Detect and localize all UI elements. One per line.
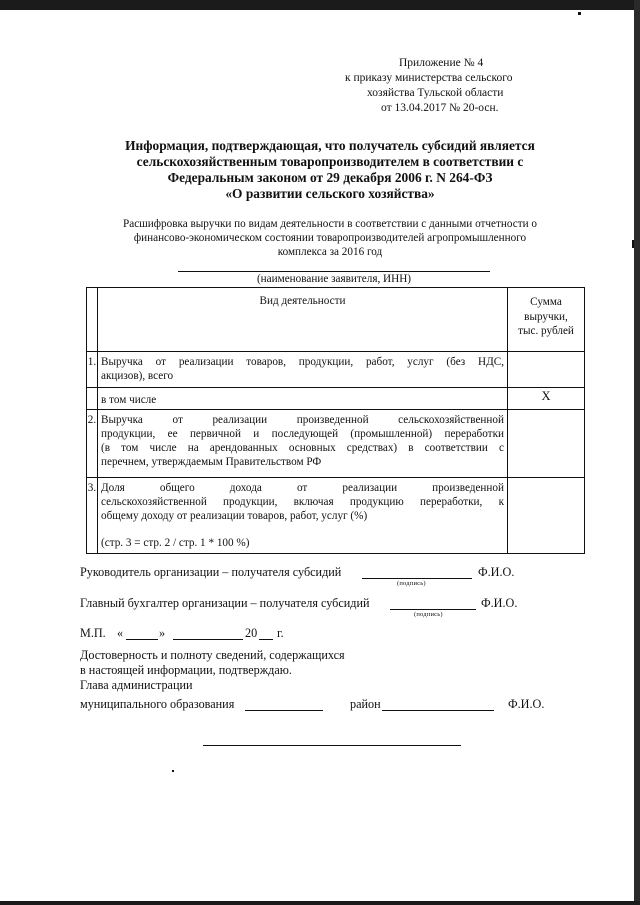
row-number: 1.: [87, 352, 98, 388]
title-line: Федеральным законом от 29 декабря 2006 г. N 264-ФЗ: [167, 170, 493, 185]
document-title: [80, 138, 580, 202]
date-day-field[interactable]: [126, 639, 158, 640]
municipal-name-field[interactable]: [245, 710, 323, 711]
header-activity: Вид деятельности: [98, 288, 508, 352]
row-activity: [98, 478, 508, 554]
applicant-caption: (наименование заявителя, ИНН): [256, 273, 412, 285]
row-text-line: перечнем, утверждаемым Правительством РФ: [101, 456, 322, 468]
row-text-line: Выручка от реализации произведенной сельскохозяйственной: [101, 414, 504, 426]
row-sum-cell[interactable]: [508, 410, 585, 478]
table-row: [87, 410, 585, 478]
accountant-fio-label: Ф.И.О.: [481, 596, 518, 610]
row-text-line: продукции, ее первичной и последующей (промышленной) переработки: [101, 428, 504, 440]
stamp-label: М.П.: [80, 626, 106, 640]
scan-speck: [632, 240, 634, 248]
scan-edge-bottom: [0, 901, 640, 905]
row-sum-cell[interactable]: [508, 478, 585, 554]
header-sum-line: тыс. рублей: [518, 325, 574, 337]
admin-head-label: Глава администрации: [80, 678, 193, 692]
header-sum: [508, 288, 585, 352]
date-year-prefix: 20: [245, 626, 258, 640]
applicant-name-field[interactable]: [178, 271, 490, 272]
row-activity: [98, 410, 508, 478]
subtitle-line: комплекса за 2016 год: [277, 246, 383, 258]
head-fio-label: Ф.И.О.: [478, 565, 515, 579]
title-line: сельскохозяйственным товаропроизводителем в соответствии с: [136, 154, 524, 169]
header-num-cell: [87, 288, 98, 352]
scan-edge-top: [0, 0, 640, 10]
date-quote-close: »: [159, 626, 166, 640]
admin-fio-label: Ф.И.О.: [508, 697, 545, 711]
date-year-field[interactable]: [259, 639, 273, 640]
table-row: [87, 352, 585, 388]
title-line: Информация, подтверждающая, что получатель субсидий является: [125, 138, 535, 153]
appendix-number: Приложение № 4: [399, 57, 484, 69]
row-text-line: акцизов), всего: [101, 370, 174, 382]
row-number: [87, 388, 98, 410]
accountant-signature-field[interactable]: [390, 609, 476, 610]
date-year-suffix: г.: [277, 626, 284, 640]
revenue-table: [86, 287, 585, 554]
row-sum-cell: Х: [508, 388, 585, 410]
row-number: 2.: [87, 410, 98, 478]
accountant-signature-label: Главный бухгалтер организации – получателя субсидий: [80, 596, 370, 610]
table-header-row: [87, 288, 585, 352]
row-sum-cell[interactable]: [508, 352, 585, 388]
scan-speck: [172, 770, 174, 772]
scan-speck: [578, 12, 581, 15]
municipal-label: муниципального образования: [80, 697, 235, 711]
row-text-line: Выручка от реализации товаров, продукции, работ, услуг (без НДС,: [101, 356, 504, 368]
subtitle-line: Расшифровка выручки по видам деятельности в соответствии с данными отчетности о: [123, 218, 537, 230]
head-signature-caption: (подпись): [397, 580, 426, 587]
district-label: район: [350, 697, 381, 711]
header-sum-line: Сумма: [530, 296, 562, 308]
row-number: 3.: [87, 478, 98, 554]
table-row: [87, 478, 585, 554]
subtitle-line: финансово-экономическом состоянии товаропроизводителей агропромышленного: [133, 232, 527, 244]
appendix-order-line: к приказу министерства сельского: [345, 72, 513, 84]
row-text-line: Доля общего дохода от реализации произведенной: [101, 482, 504, 494]
header-sum-line: выручки,: [524, 310, 568, 323]
appendix-block: [345, 56, 555, 116]
row-formula: (стр. 3 = стр. 2 / стр. 1 * 100 %): [101, 537, 250, 549]
row-text-line: общему доходу от реализации товаров, работ, услуг (%): [101, 510, 368, 522]
head-signature-label: Руководитель организации – получателя субсидий: [80, 565, 342, 579]
head-signature-field[interactable]: [362, 578, 472, 579]
confirm-line: Достоверность и полноту сведений, содержащихся: [80, 648, 345, 662]
confirm-line: в настоящей информации, подтверждаю.: [80, 663, 292, 677]
accountant-signature-caption: (подпись): [414, 611, 443, 618]
bottom-rule: [203, 745, 461, 746]
appendix-ministry-line: хозяйства Тульской области: [367, 87, 504, 99]
row-activity: в том числе: [98, 388, 508, 410]
row-activity: [98, 352, 508, 388]
appendix-date-line: от 13.04.2017 № 20-осн.: [381, 102, 499, 114]
table-row: [87, 388, 585, 410]
date-quote-open: «: [117, 626, 124, 640]
document-subtitle: [75, 217, 585, 259]
admin-signature-field[interactable]: [382, 710, 494, 711]
date-month-field[interactable]: [173, 639, 243, 640]
title-line: «О развитии сельского хозяйства»: [225, 186, 435, 201]
row-text-line: (в том числе на арендованных основных средствах) в соответствии с: [101, 442, 504, 454]
row-text-line: сельскохозяйственной продукции, включая продукцию переработки, к: [101, 496, 504, 508]
scan-edge-right: [634, 0, 640, 905]
